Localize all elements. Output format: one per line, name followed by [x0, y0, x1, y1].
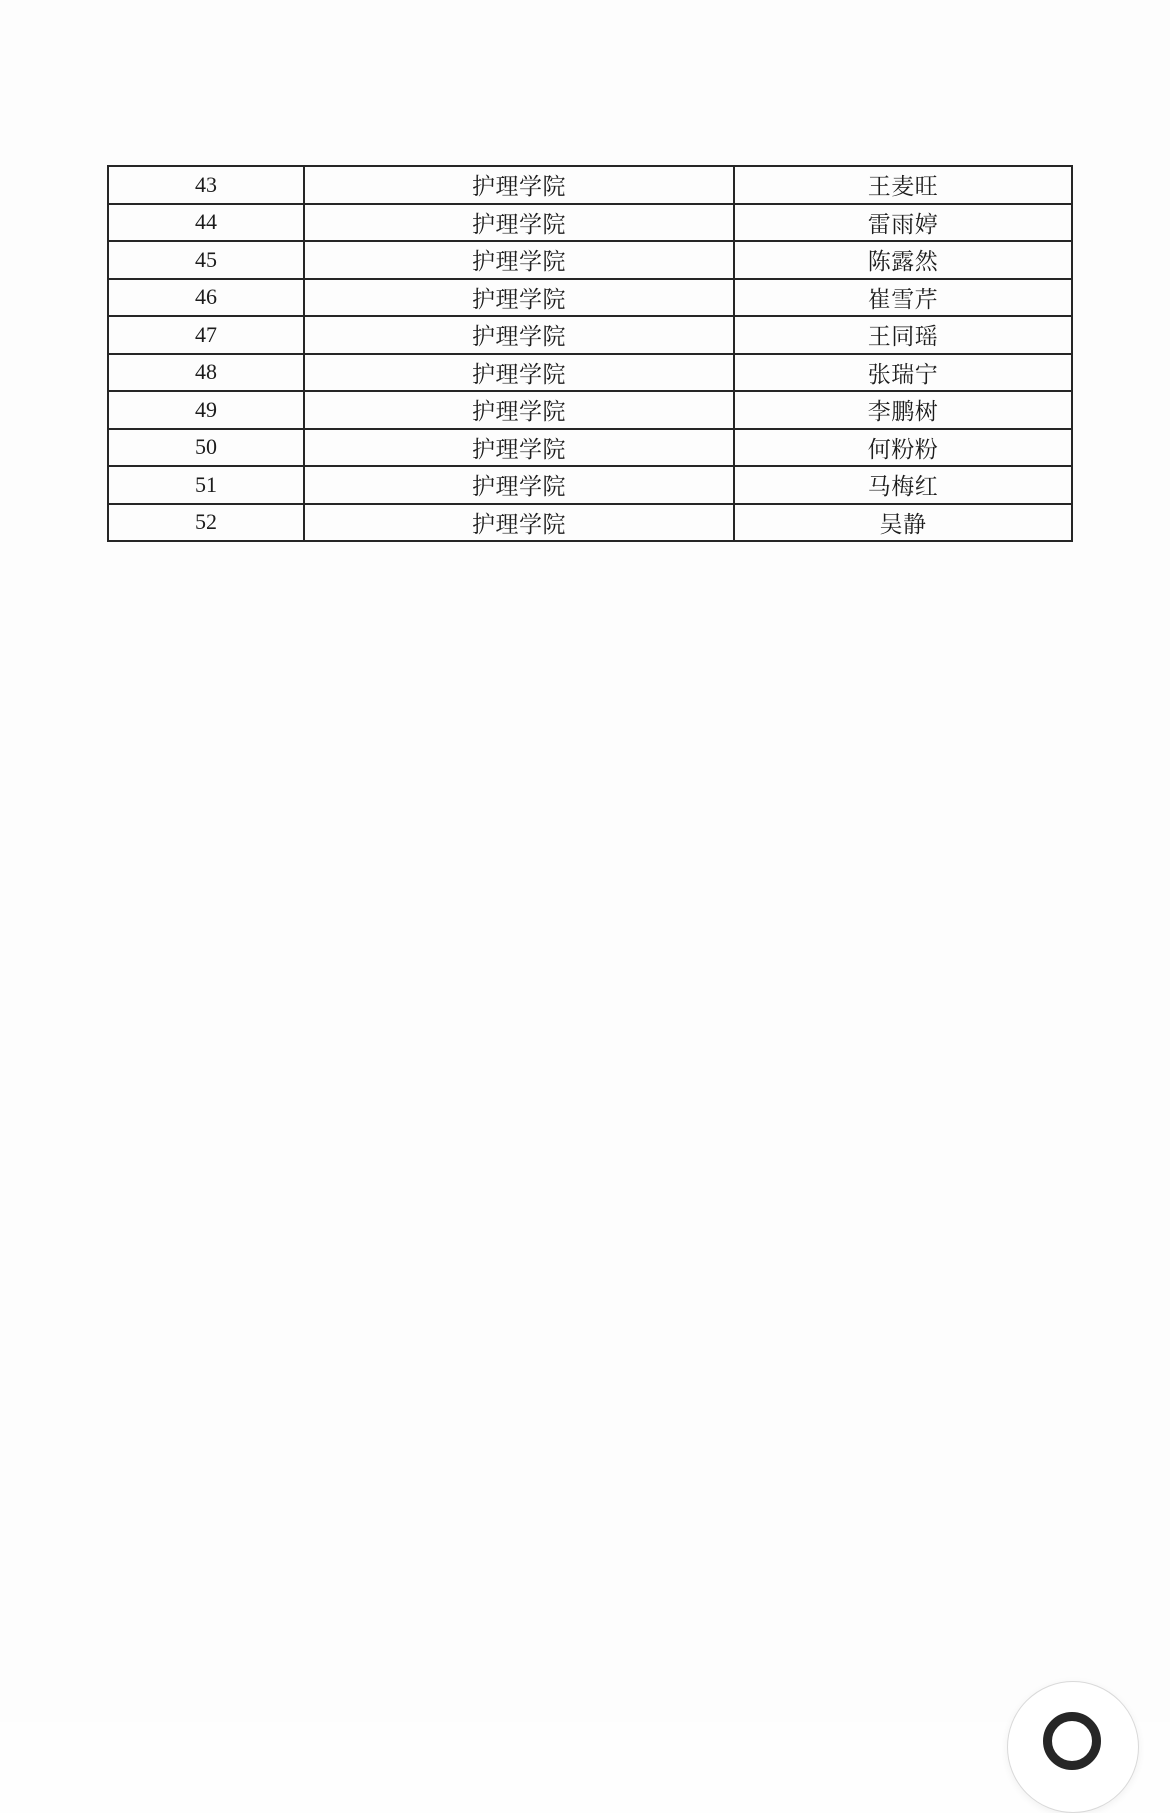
cell-college: 护理学院 [304, 316, 734, 354]
table-row [108, 204, 1072, 242]
table-row [108, 166, 1072, 204]
table-row [108, 504, 1072, 542]
cell-no: 44 [108, 204, 304, 242]
table-row [108, 466, 1072, 504]
cell-college: 护理学院 [304, 354, 734, 392]
cell-college: 护理学院 [304, 429, 734, 467]
cell-no: 46 [108, 279, 304, 317]
cell-name: 吴静 [734, 504, 1072, 542]
cell-name: 何粉粉 [734, 429, 1072, 467]
cell-no: 49 [108, 391, 304, 429]
cell-name: 陈露然 [734, 241, 1072, 279]
cell-name: 马梅红 [734, 466, 1072, 504]
table-row [108, 429, 1072, 467]
cell-no: 45 [108, 241, 304, 279]
cell-college: 护理学院 [304, 166, 734, 204]
cell-college: 护理学院 [304, 241, 734, 279]
cell-no: 50 [108, 429, 304, 467]
cell-name: 李鹏树 [734, 391, 1072, 429]
table-row [108, 316, 1072, 354]
cell-college: 护理学院 [304, 504, 734, 542]
cell-no: 52 [108, 504, 304, 542]
cell-no: 47 [108, 316, 304, 354]
cell-college: 护理学院 [304, 391, 734, 429]
table-row [108, 279, 1072, 317]
table-row [108, 354, 1072, 392]
cell-name: 雷雨婷 [734, 204, 1072, 242]
table-row [108, 241, 1072, 279]
floating-action-button[interactable] [1007, 1681, 1139, 1813]
cell-name: 王麦旺 [734, 166, 1072, 204]
cell-college: 护理学院 [304, 279, 734, 317]
cell-college: 护理学院 [304, 204, 734, 242]
circle-arc-icon [1043, 1712, 1101, 1770]
cell-name: 崔雪芹 [734, 279, 1072, 317]
cell-name: 王同瑶 [734, 316, 1072, 354]
table-row [108, 391, 1072, 429]
cell-no: 48 [108, 354, 304, 392]
cell-college: 护理学院 [304, 466, 734, 504]
cell-no: 43 [108, 166, 304, 204]
cell-no: 51 [108, 466, 304, 504]
roster-table [107, 165, 1073, 542]
cell-name: 张瑞宁 [734, 354, 1072, 392]
